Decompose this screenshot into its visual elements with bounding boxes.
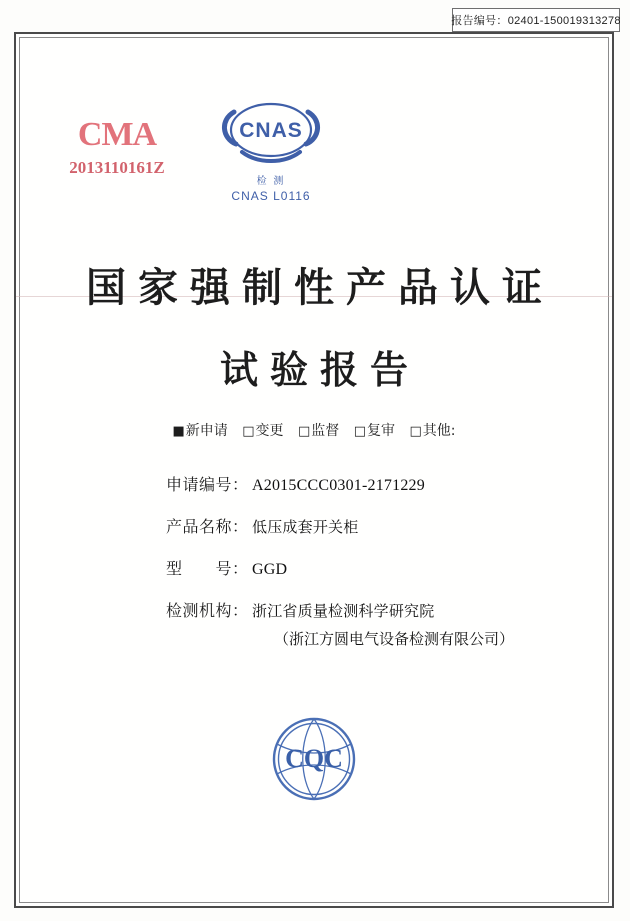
field-testing-organization — [16, 598, 612, 621]
checkbox-mark: □ — [353, 424, 367, 439]
svg-text:CQC: CQC — [285, 744, 343, 773]
field-product-name — [16, 514, 612, 537]
document-subtitle: 试验报告 — [219, 347, 420, 392]
cnas-registration-number: CNAS L0116 — [231, 189, 311, 203]
cqc-logo — [16, 704, 612, 819]
field-colon: ： — [232, 601, 249, 620]
cqc-mark-icon — [259, 704, 369, 819]
option-other[interactable] — [409, 420, 455, 440]
field-colon: ： — [232, 559, 249, 578]
field-value: 低压成套开关柜 — [252, 518, 359, 536]
option-label: 监督 — [311, 423, 340, 439]
cnas-mark-icon — [212, 94, 330, 172]
field-label: 型 号 — [166, 559, 233, 578]
option-change[interactable] — [242, 420, 283, 440]
field-value: A2015CCC0301-2171229 — [252, 477, 425, 494]
option-new-application[interactable] — [172, 420, 227, 440]
field-label: 检测机构 — [166, 601, 233, 620]
field-value: GGD — [252, 561, 288, 578]
field-testing-organization-subsidiary: （浙江方圆电气设备检测有限公司） — [274, 630, 515, 648]
field-model — [16, 556, 612, 579]
application-type-options — [16, 420, 612, 440]
accreditation-logos — [16, 94, 612, 224]
field-value: 浙江省质量检测科学研究院 — [252, 602, 435, 620]
cnas-logo — [196, 94, 346, 203]
option-label: 复审 — [367, 423, 396, 439]
report-number-text: 报告编号：02401-150019313278 — [451, 15, 621, 27]
field-label: 申请编号 — [166, 475, 233, 494]
cma-mark-text: CMA — [77, 116, 157, 153]
field-colon: ： — [232, 475, 249, 494]
checkbox-mark: □ — [409, 424, 422, 439]
option-supervision[interactable] — [298, 420, 339, 440]
document-title: 国家强制性产品认证 — [86, 264, 554, 311]
option-label: 变更 — [255, 423, 284, 439]
field-label: 产品名称 — [166, 517, 233, 536]
checkbox-mark: ■ — [172, 424, 185, 439]
svg-text:CNAS: CNAS — [239, 119, 303, 142]
checkbox-mark: □ — [297, 424, 311, 439]
cma-certificate-number: 2013110161Z — [69, 158, 165, 177]
option-label: 其他: — [422, 423, 456, 439]
report-number-box — [452, 8, 620, 32]
option-review[interactable] — [354, 420, 395, 440]
field-colon: ： — [232, 517, 249, 536]
cma-mark-icon — [69, 116, 165, 154]
option-label: 新申请 — [185, 423, 228, 439]
checkbox-mark: □ — [242, 424, 255, 439]
document-border-frame — [14, 32, 614, 908]
cma-logo — [52, 116, 182, 178]
document-fields — [16, 472, 612, 667]
cnas-scope-text: 检 测 — [256, 176, 286, 187]
field-application-number — [16, 472, 612, 495]
